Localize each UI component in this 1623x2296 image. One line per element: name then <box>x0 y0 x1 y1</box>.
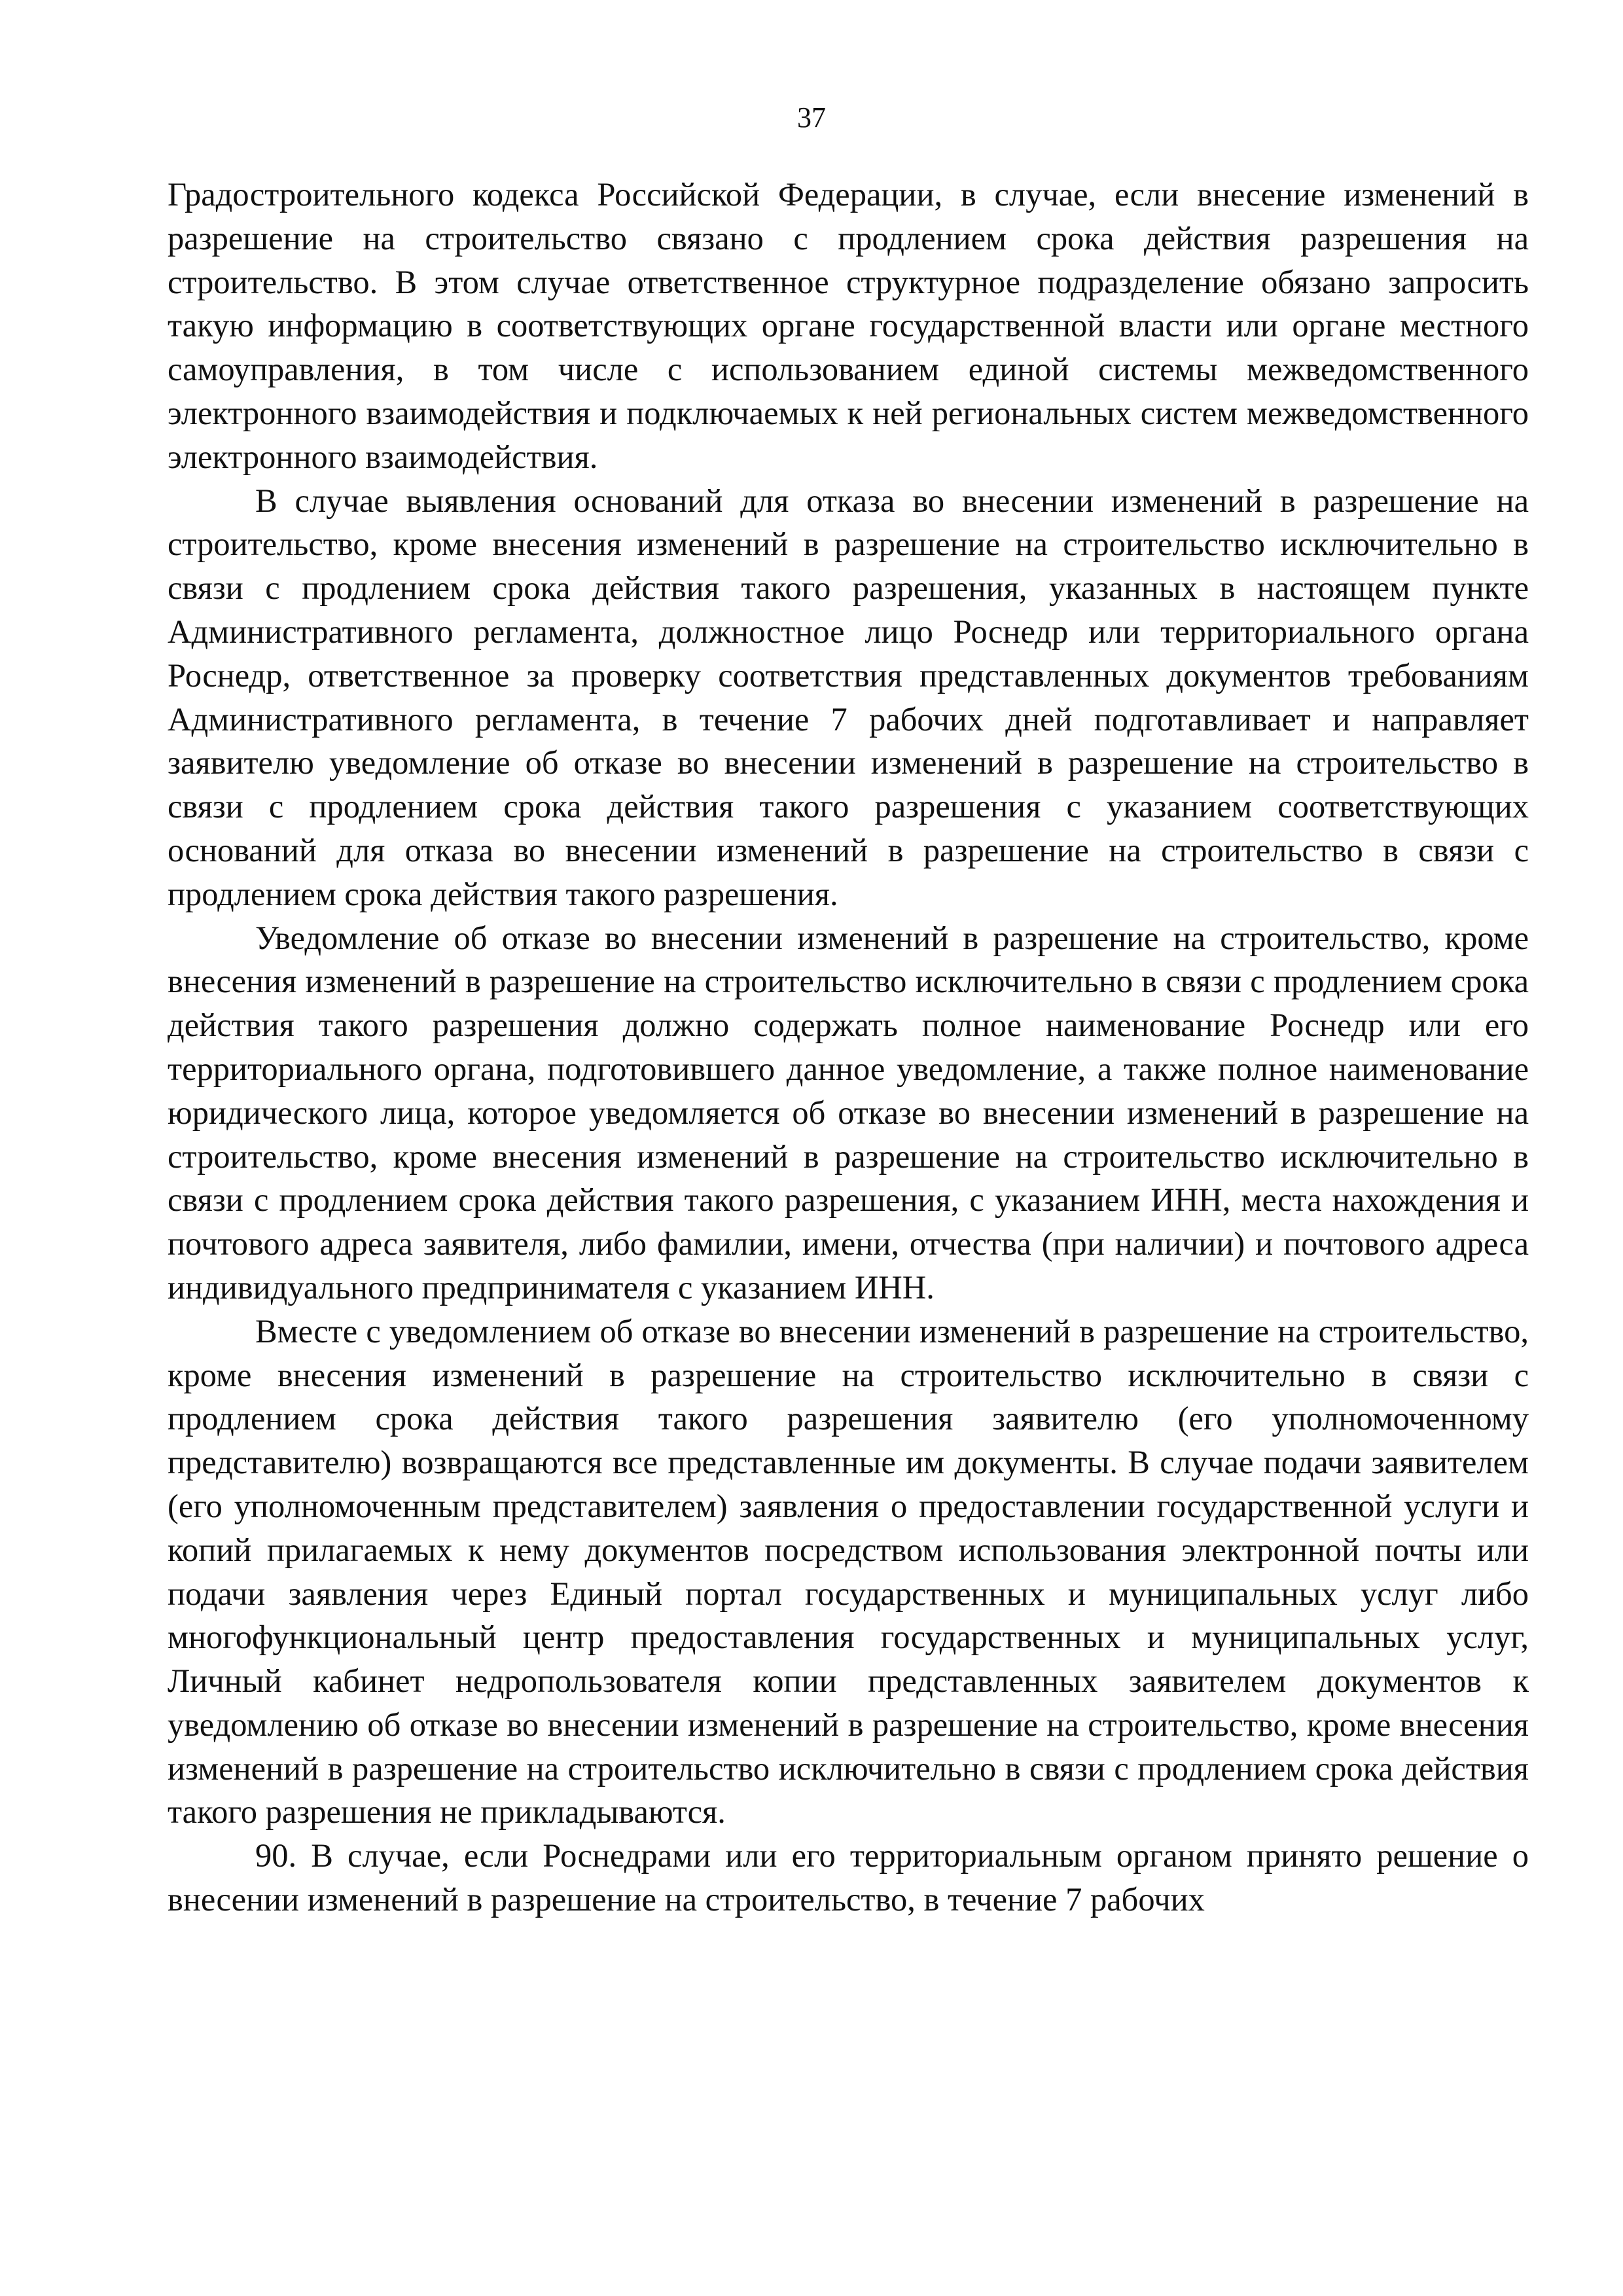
paragraph-3: Уведомление об отказе во внесении изменений в разрешение на строительство, кроме внесения изменений в разрешение на строительство исключительно в связи с продлением срока действия такого разрешения должно содержать полное наименование Роснедр или его территориального органа, подготовившего данное уведомление, а также полное наименование юридического лица, которое уведомляется об отказе во внесении изменений в разрешение на строительство, кроме внесения изменений в разрешение на строительство исключительно в связи с продлением срока действия такого разрешения, с указанием ИНН, места нахождения и почтового адреса заявителя, либо фамилии, имени, отчества (при наличии) и почтового адреса индивидуального предпринимателя с указанием ИНН. <box>168 919 1529 1306</box>
page-number: 37 <box>797 101 826 134</box>
paragraph-1: Градостроительного кодекса Российской Федерации, в случае, если внесение изменений в разрешение на строительство связано с продлением срока действия разрешения на строительство. В этом случае ответственное структурное подразделение обязано запросить такую информацию в соответствующих органе государственной власти или органе местного самоуправления, в том числе с использованием единой системы межведомственного электронного взаимодействия и подключаемых к ней региональных систем межведомственного электронного взаимодействия. <box>168 176 1529 475</box>
paragraph-5: 90. В случае, если Роснедрами или его территориальным органом принято решение о внесении изменений в разрешение на строительство, в течение 7 рабочих <box>168 1837 1529 1918</box>
document-body <box>168 173 1529 1922</box>
paragraph-2: В случае выявления оснований для отказа во внесении изменений в разрешение на строительство, кроме внесения изменений в разрешение на строительство исключительно в связи с продлением срока действия такого разрешения, указанных в настоящем пункте Административного регламента, должностное лицо Роснедр или территориального органа Роснедр, ответственное за проверку соответствия представленных документов требованиям Административного регламента, в течение 7 рабочих дней подготавливает и направляет заявителю уведомление об отказе во внесении изменений в разрешение на строительство в связи с продлением срока действия такого разрешения с указанием соответствующих оснований для отказа во внесении изменений в разрешение на строительство в связи с продлением срока действия такого разрешения. <box>168 482 1529 912</box>
paragraph-4: Вместе с уведомлением об отказе во внесении изменений в разрешение на строительство, кроме внесения изменений в разрешение на строительство исключительно в связи с продлением срока действия такого разрешения заявителю (его уполномоченному представителю) возвращаются все представленные им документы. В случае подачи заявителем (его уполномоченным представителем) заявления о предоставлении государственной услуги и копий прилагаемых к нему документов посредством использования электронной почты или подачи заявления через Единый портал государственных и муниципальных услуг либо многофункциональный центр предоставления государственных и муниципальных услуг, Личный кабинет недропользователя копии представленных заявителем документов к уведомлению об отказе во внесении изменений в разрешение на строительство, кроме внесения изменений в разрешение на строительство исключительно в связи с продлением срока действия такого разрешения не прикладываются. <box>168 1312 1529 1831</box>
